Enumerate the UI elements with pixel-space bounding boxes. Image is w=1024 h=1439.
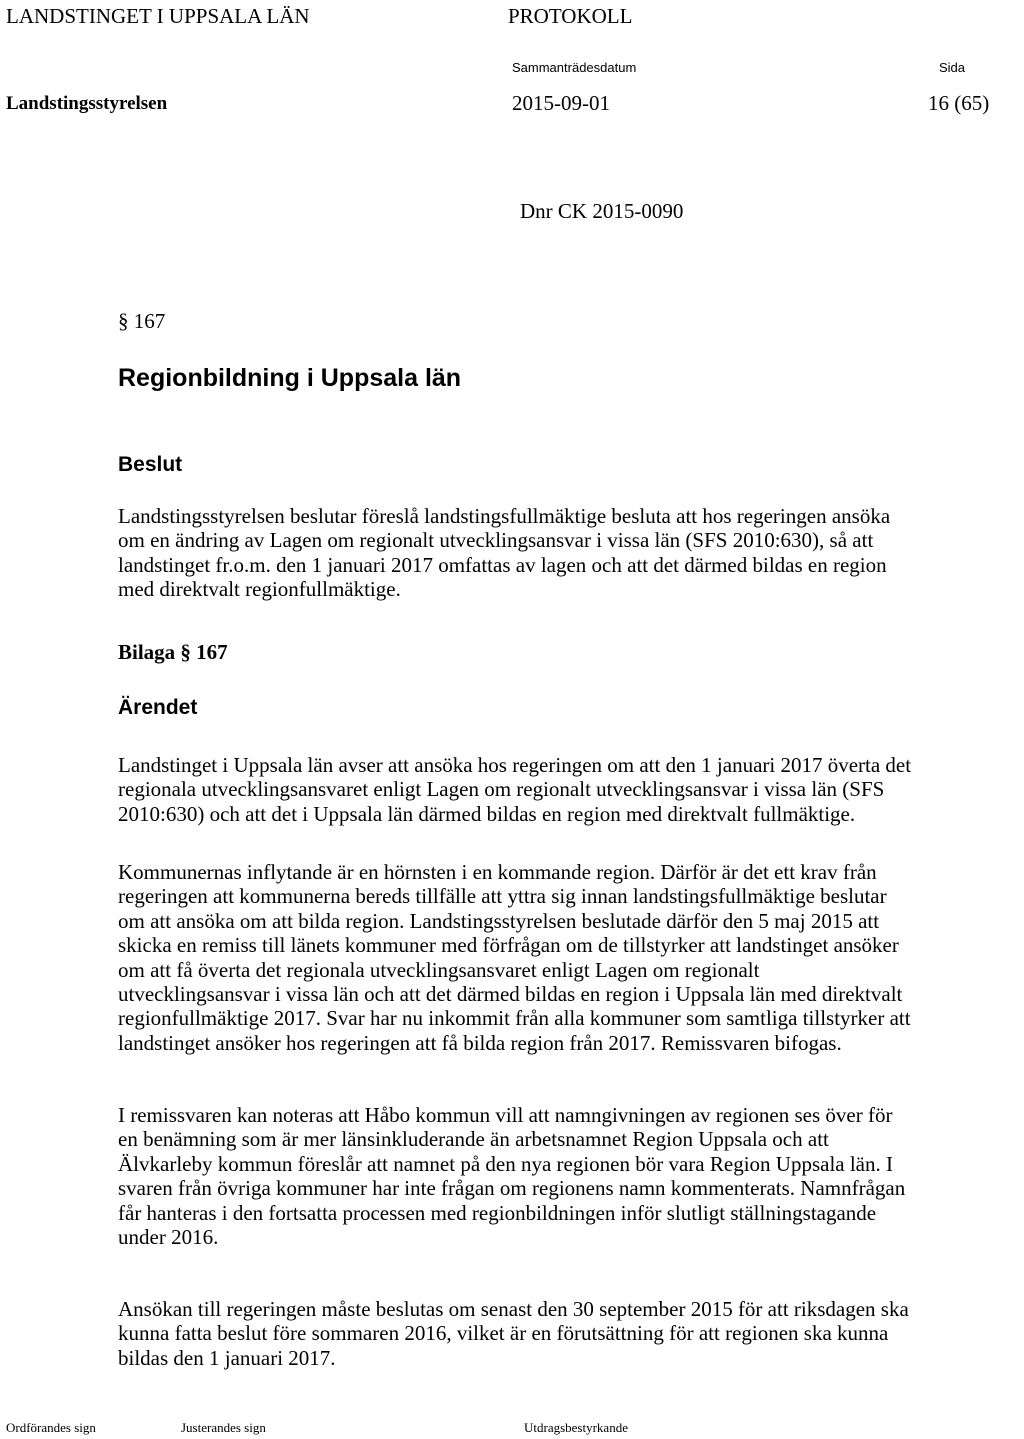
text-line: om att ansöka om att bilda region. Landstingsstyrelsen beslutade därför den 5 maj 2015 att [118, 908, 880, 933]
text-line: utvecklingsansvar i vissa län och att det därmed bildas en region i Uppsala län med direktvalt [118, 982, 903, 1007]
date-label: Sammanträdesdatum [512, 60, 637, 75]
meeting-date: 2015-09-01 [512, 91, 610, 115]
text-line: får hanteras i den fortsatta processen med regionbildningen inför slutligt ställningstagande [118, 1200, 877, 1225]
text-line: en benämning som är mer länsinkluderande än arbetsnamnet Region Uppsala och att [118, 1127, 829, 1152]
document-type: PROTOKOLL [508, 4, 633, 28]
text-line: med direktvalt regionfullmäktige. [118, 577, 401, 602]
matter-paragraph-4 [118, 1297, 1024, 1370]
case-number: Dnr CK 2015-0090 [520, 199, 684, 223]
text-line: svaren från övriga kommuner har inte frågan om regionens namn kommenterats. Namnfrågan [118, 1176, 906, 1201]
matter-paragraph-2 [118, 860, 1024, 1055]
page-number: 16 (65) [928, 91, 990, 115]
matter-paragraph-1 [118, 753, 1024, 826]
text-line: Älvkarleby kommun föreslår att namnet på den nya regionen bör vara Region Uppsala län. I [118, 1151, 894, 1176]
attachment-reference: Bilaga § 167 [118, 640, 228, 664]
text-line: landstinget fr.o.m. den 1 januari 2017 omfattas av lagen och att det därmed bildas en region [118, 552, 887, 577]
text-line: skicka en remiss till länets kommuner med förfrågan om de tillstyrker att landstinget ansöker [118, 933, 899, 958]
text-line: landstinget ansöker hos regeringen att få bilda region från 2017. Remissvaren bifogas. [118, 1030, 842, 1055]
decision-text [118, 504, 1024, 602]
text-line: Landstingsstyrelsen beslutar föreslå landstingsfullmäktige besluta att hos regeringen ansöka [118, 504, 891, 528]
text-line: regionfullmäktige 2017. Svar har nu inkommit från alla kommuner som samtliga tillstyrker att [118, 1006, 911, 1031]
text-line: Landstinget i Uppsala län avser att ansöka hos regeringen om att den 1 januari 2017 överta det [118, 753, 912, 777]
text-line: regionala utvecklingsansvaret enligt Lagen om regionalt utvecklingsansvar i vissa län (SFS [118, 777, 885, 802]
text-line: bildas den 1 januari 2017. [118, 1345, 336, 1370]
decision-heading: Beslut [118, 453, 183, 476]
text-line: I remissvaren kan noteras att Håbo kommun vill att namngivningen av regionen ses över för [118, 1103, 893, 1127]
page-title: Regionbildning i Uppsala län [118, 364, 462, 392]
paragraph-number: § 167 [118, 309, 166, 333]
text-line: Kommunernas inflytande är en hörnsten i en kommande region. Därför är det ett krav från [118, 860, 877, 884]
organization-name: LANDSTINGET I UPPSALA LÄN [6, 4, 310, 28]
text-line: kunna fatta beslut före sommaren 2016, vilket är en förutsättning för att regionen ska kunna [118, 1321, 889, 1346]
text-line: 2010:630) och att det i Uppsala län därmed bildas en region med direktvalt fullmäktige. [118, 801, 856, 826]
adjuster-signature-label: Justerandes sign [181, 1420, 266, 1435]
committee-name: Landstingsstyrelsen [6, 93, 168, 114]
text-line: om en ändring av Lagen om regionalt utvecklingsansvar i vissa län (SFS 2010:630), så att [118, 528, 874, 553]
page-label: Sida [939, 60, 966, 75]
text-line: om att få överta det regionala utvecklingsansvaret enligt Lagen om regionalt [118, 957, 760, 982]
text-line: regeringen att kommunerna bereds tillfälle att yttra sig innan landstingsfullmäktige beslutar [118, 884, 887, 909]
chair-signature-label: Ordförandes sign [6, 1420, 96, 1435]
extract-certification-label: Utdragsbestyrkande [524, 1420, 628, 1435]
text-line: under 2016. [118, 1225, 219, 1250]
text-line: Ansökan till regeringen måste beslutas om senast den 30 september 2015 för att riksdagen ska [118, 1297, 909, 1321]
matter-paragraph-3 [118, 1103, 1024, 1249]
matter-heading: Ärendet [118, 696, 198, 719]
